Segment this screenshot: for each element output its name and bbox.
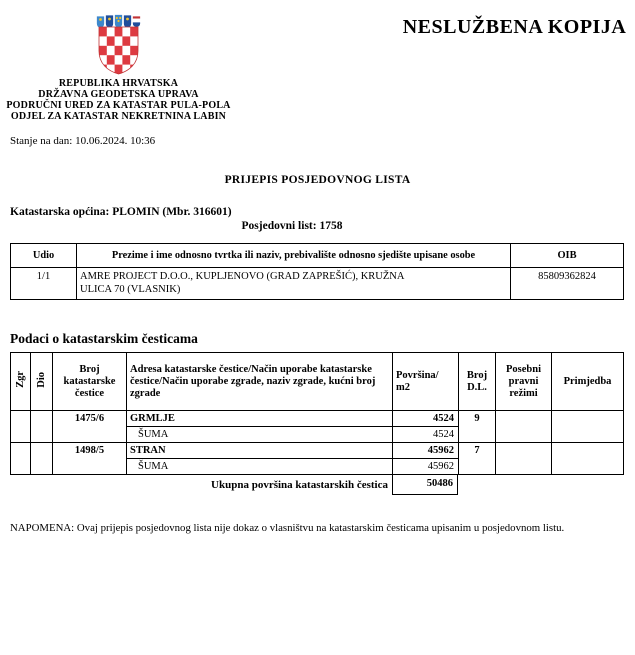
parcels-col-number: Broj katastarske čestice: [53, 353, 127, 411]
parcel-zgr: [11, 411, 31, 443]
owners-col-name: Prezime i ime odnosno tvrtka ili naziv, prebivalište odnosno sjedište upisane osobe: [77, 244, 511, 268]
parcels-section-title: Podaci o katastarskim česticama: [10, 331, 198, 346]
owner-share: 1/1: [11, 268, 77, 300]
parcels-col-deed: Broj D.L.: [459, 353, 496, 411]
parcels-col-legal-regimes: Posebni pravni režimi: [496, 353, 552, 411]
note-line: NAPOMENA: Ovaj prijepis posjedovnog lista nije dokaz o vlasništvu na katastarskim česticama upisanim u posjedovnom listu.: [10, 522, 565, 534]
croatian-coat-of-arms-icon: [95, 13, 142, 76]
parcel-row: [11, 411, 624, 427]
parcel-remark: [552, 411, 624, 443]
parcel-legal-regimes: [496, 443, 552, 475]
parcel-area: 4524: [393, 411, 459, 427]
document-title: PRIJEPIS POSJEDOVNOG LISTA: [224, 174, 411, 186]
parcels-header-row: [11, 353, 624, 411]
total-area-label: Ukupna površina katastarskih čestica: [211, 479, 388, 491]
owners-col-oib: OIB: [511, 244, 624, 268]
parcels-col-area: Površina/ m2: [393, 353, 459, 411]
parcel-deed-number: 9: [459, 411, 496, 443]
parcel-usage: ŠUMA: [127, 459, 393, 475]
parcel-legal-regimes: [496, 411, 552, 443]
parcel-number: 1498/5: [53, 443, 127, 475]
owners-col-udio: Udio: [11, 244, 77, 268]
owners-header-row: [11, 244, 624, 268]
parcel-deed-number: 7: [459, 443, 496, 475]
parcel-address: GRMLJE: [127, 411, 393, 427]
owners-table: [10, 243, 624, 300]
parcels-col-dio: Dio: [31, 353, 53, 411]
total-area-value: 50486: [392, 475, 458, 495]
owner-oib: 85809362824: [511, 268, 624, 300]
parcel-usage-area: 45962: [393, 459, 459, 475]
parcels-total-row: [10, 475, 623, 495]
parcel-dio: [31, 443, 53, 475]
cadastral-municipality: Katastarska općina: PLOMIN (Mbr. 316601): [10, 206, 232, 218]
org-line-agency: DRŽAVNA GEODETSKA UPRAVA: [38, 89, 199, 100]
org-header: [0, 78, 237, 122]
parcel-area: 45962: [393, 443, 459, 459]
parcel-row: [11, 443, 624, 459]
parcel-number: 1475/6: [53, 411, 127, 443]
org-line-regional-office: PODRUČNI URED ZA KATASTAR PULA-POLA: [6, 100, 231, 111]
unofficial-copy-label: NESLUŽBENA KOPIJA: [402, 16, 627, 38]
parcels-col-remark: Primjedba: [552, 353, 624, 411]
parcels-col-address: Adresa katastarske čestice/Način uporabe katastarske čestice/Način uporabe zgrade, naziv zgrade, kućni broj zgrade: [127, 353, 393, 411]
org-line-republic: REPUBLIKA HRVATSKA: [58, 78, 179, 89]
parcels-col-zgr: Zgr: [11, 353, 31, 411]
parcel-usage: ŠUMA: [127, 427, 393, 443]
parcel-address: STRAN: [127, 443, 393, 459]
parcel-zgr: [11, 443, 31, 475]
parcels-table: [10, 352, 624, 475]
parcel-remark: [552, 443, 624, 475]
owner-row: [11, 268, 624, 300]
parcel-usage-area: 4524: [393, 427, 459, 443]
org-line-department: ODJEL ZA KATASTAR NEKRETNINA LABIN: [10, 111, 227, 122]
parcel-dio: [31, 411, 53, 443]
status-date-line: Stanje na dan: 10.06.2024. 10:36: [10, 135, 156, 147]
possession-sheet-number: Posjedovni list: 1758: [241, 220, 343, 232]
owner-name: AMRE PROJECT D.O.O., KUPLJENOVO (GRAD ZAPREŠIĆ), KRUŽNA ULICA 70 (VLASNIK): [77, 268, 511, 300]
